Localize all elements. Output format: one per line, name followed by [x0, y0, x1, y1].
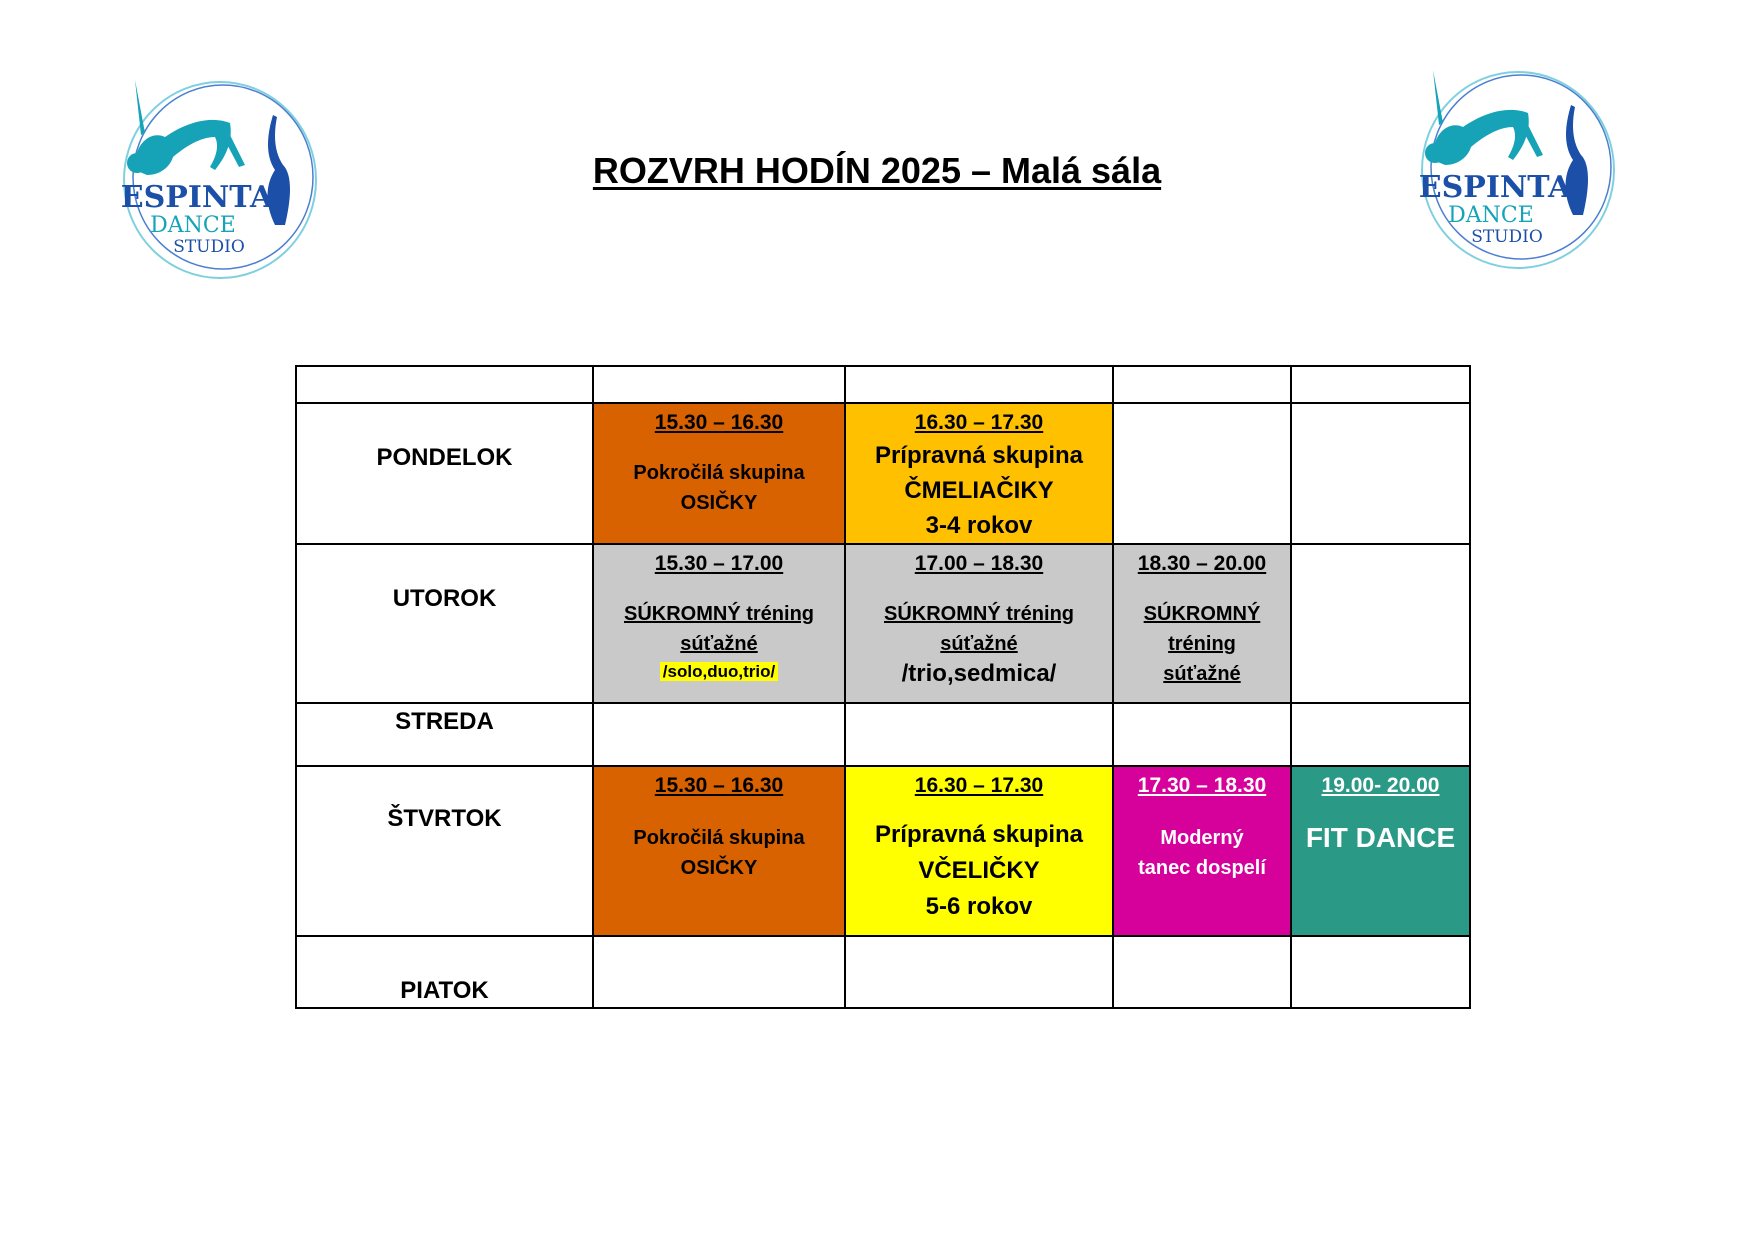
header-row — [296, 366, 1470, 403]
class-cell — [845, 544, 1113, 703]
class-format-highlight: /solo,duo,trio/ — [660, 662, 778, 681]
empty-cell — [1113, 703, 1291, 766]
class-group: SÚKROMNÝ — [1143, 603, 1261, 625]
class-cell — [1113, 544, 1291, 703]
day-cell-friday — [296, 936, 593, 1008]
class-cell — [1291, 766, 1470, 936]
day-cell-monday — [296, 403, 593, 544]
class-format: súťažné — [1163, 663, 1241, 685]
class-cell — [1113, 766, 1291, 936]
day-label: PIATOK — [400, 977, 489, 1004]
class-name: tanec dospelí — [1138, 857, 1266, 879]
class-group: Pokročilá skupina — [633, 827, 805, 849]
day-label: STREDA — [395, 708, 494, 735]
class-name: ČMELIAČIKY — [904, 477, 1054, 504]
logo-text-dance: DANCE — [150, 213, 236, 238]
class-group: Prípravná skupina — [874, 821, 1084, 848]
class-group: SÚKROMNÝ tréning — [624, 603, 814, 625]
empty-cell — [1291, 703, 1470, 766]
header-cell — [1291, 366, 1470, 403]
header-cell — [845, 366, 1113, 403]
class-age: 3-4 rokov — [925, 512, 1033, 539]
empty-cell — [845, 936, 1113, 1008]
schedule-table — [295, 365, 1471, 1009]
empty-cell — [1113, 403, 1291, 544]
day-label: ŠTVRTOK — [387, 805, 502, 832]
row-friday — [296, 936, 1470, 1008]
class-cell — [593, 403, 845, 544]
empty-cell — [1291, 403, 1470, 544]
empty-cell — [845, 703, 1113, 766]
class-time: 17.30 – 18.30 — [1137, 774, 1267, 797]
class-group: Moderný — [1160, 827, 1244, 849]
empty-cell — [1291, 544, 1470, 703]
class-time: 19.00- 20.00 — [1321, 774, 1440, 797]
class-time: 15.30 – 16.30 — [654, 411, 784, 434]
class-cell — [845, 403, 1113, 544]
day-cell-tuesday — [296, 544, 593, 703]
class-name: OSIČKY — [680, 492, 758, 514]
class-name: FIT DANCE — [1305, 822, 1456, 853]
class-format: /trio,sedmica/ — [901, 660, 1057, 687]
class-cell — [593, 766, 845, 936]
class-cell — [593, 544, 845, 703]
page-title-text: ROZVRH HODÍN 2025 – Malá sála — [592, 150, 1162, 191]
header-cell — [1113, 366, 1291, 403]
header-cell — [296, 366, 593, 403]
class-group: Pokročilá skupina — [633, 462, 805, 484]
class-time: 16.30 – 17.30 — [914, 774, 1044, 797]
day-label: PONDELOK — [376, 444, 513, 471]
day-label: UTOROK — [392, 585, 497, 612]
logo-text-studio: STUDIO — [1471, 227, 1543, 247]
class-time: 16.30 – 17.30 — [914, 411, 1044, 434]
logo-text-studio: STUDIO — [173, 237, 245, 257]
class-type: súťažné — [940, 633, 1018, 655]
class-type: tréning — [1168, 633, 1236, 655]
class-group: Prípravná skupina — [874, 442, 1084, 469]
class-group: SÚKROMNÝ tréning — [884, 603, 1074, 625]
row-thursday — [296, 766, 1470, 936]
class-time: 17.00 – 18.30 — [914, 552, 1044, 575]
class-cell — [845, 766, 1113, 936]
class-type: súťažné — [680, 633, 758, 655]
class-time: 15.30 – 16.30 — [654, 774, 784, 797]
header-cell — [593, 366, 845, 403]
row-monday — [296, 403, 1470, 544]
class-time: 15.30 – 17.00 — [654, 552, 784, 575]
class-time: 18.30 – 20.00 — [1137, 552, 1267, 575]
day-cell-thursday — [296, 766, 593, 936]
page-title — [0, 150, 1754, 192]
empty-cell — [1291, 936, 1470, 1008]
class-age: 5-6 rokov — [925, 893, 1033, 920]
logo-text-espinta: ESPINTA — [120, 180, 274, 215]
empty-cell — [593, 703, 845, 766]
logo-text-dance: DANCE — [1448, 203, 1534, 228]
day-cell-wednesday — [296, 703, 593, 766]
empty-cell — [1113, 936, 1291, 1008]
row-tuesday — [296, 544, 1470, 703]
empty-cell — [593, 936, 845, 1008]
class-name: VČELIČKY — [918, 857, 1040, 884]
row-wednesday — [296, 703, 1470, 766]
logo-text-espinta: ESPINTA — [1418, 170, 1572, 205]
class-name: OSIČKY — [680, 857, 758, 879]
